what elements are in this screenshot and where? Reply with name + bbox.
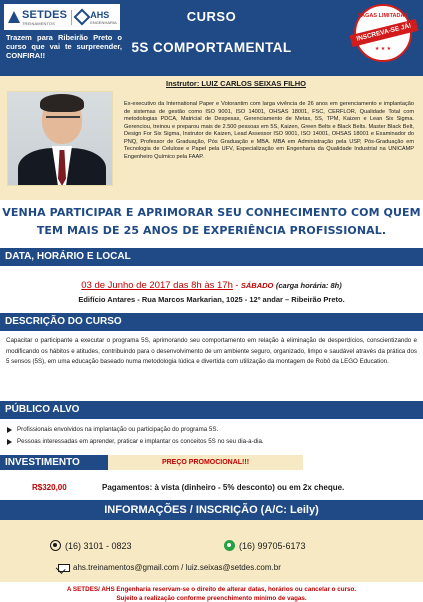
list-item: [7, 436, 417, 448]
workload: (carga horária: 8h): [275, 281, 342, 290]
description-text: Capacitar o participante a executar o programa 5S, aprimorando seu comportamento em relação à eliminação de desperdícios, conscientizando e modificando os hábitos e atitudes, contribuindo para o desenvolvimento de um ambiente seguro, organizado, limpo e saudável através da prática dos 5 sensos (5S), em uma educação baseado numa metodologia lúdica e divertida com utilização da montagem de Robô da LEGO Education.: [6, 337, 417, 365]
course-label: CURSO: [186, 9, 237, 24]
audience-item-text: Profissionais envolvidos na implantação ou participação do programa 5S.: [17, 426, 219, 433]
date-separator: -: [232, 280, 241, 290]
course-date: 03 de Junho de 2017 das 8h às 17h: [81, 280, 233, 291]
audience-item-text: Pessoas interessadas em aprender, praticar e implantar os conceitos 5S no seu dia-a-dia.: [17, 438, 264, 445]
photo-hair: [40, 94, 84, 112]
whatsapp-number: (16) 99705-6173: [239, 540, 306, 551]
ahs-subtitle: ENGENHARIA: [90, 19, 117, 25]
whatsapp-contact[interactable]: [224, 540, 306, 551]
mail-icon: [58, 564, 70, 572]
venue: Edifício Antares - Rua Marcos Markarian, 1025 - 12º andar – Ribeirão Preto.: [78, 295, 345, 304]
investment-header: INVESTIMENTO: [0, 455, 108, 470]
phone-contact[interactable]: [50, 540, 132, 551]
phone-number: (16) 3101 - 0823: [65, 540, 132, 551]
tagline: Trazem para Ribeirão Preto o curso que vai te surpreender, CONFIRA!!: [6, 33, 122, 60]
contact-panel: [0, 520, 423, 582]
whatsapp-icon: [224, 540, 235, 551]
audience-list: [7, 424, 417, 448]
photo-glasses: [46, 116, 80, 124]
description-header: DESCRIÇÃO DO CURSO: [0, 313, 423, 331]
setdes-subtitle: TREINAMENTOS: [22, 20, 55, 26]
course-title: 5S COMPORTAMENTAL: [131, 40, 292, 55]
instructor-bio: Ex-executivo da International Paper e Votorantim com larga vivência de 26 anos em gerenciamento e implantação de sistemas de gestão como ISO 9001, ISO 14001, OHSAS 18001, FSC, CERFLOR, Qualidade Total com metodologias PDCA, Matricial de Despesas, Gerenciamento de Metas, 5S, TPM, Kaizen e Lean Six Sigma. Gerenciou, treinou e preparou mais de 2.500 pessoas em 5S, Kaizen, Green Belts e Black Belts. Master Black Belt, Design For Six Sigma, Instrutor de Kaizen, Lead Assessor ISO 9001, ISO 14001, OHSAS 18001 e Examinador do PNQ, Professor de Graduação, Pós Graduação e MBA. MBA em Administração pela USP, Pós-Graduação em Tecnologia de Celulose e Papel pela UFV, Especialização em Engenharia da Qualidade Industrial na UNICAMP Engenheiro Químico pela FAAP.: [124, 101, 414, 160]
schedule-header: DATA, HORÁRIO E LOCAL: [0, 248, 423, 266]
seal-band-text: INSCREVA-SE JÁ!: [350, 19, 419, 47]
seal-top-text: VAGAS LIMITADAS: [357, 13, 409, 19]
contact-header: INFORMAÇÕES / INSCRIÇÃO (A/C: Leily): [0, 500, 423, 520]
instructor-label: Instrutor: LUIZ CARLOS SEIXAS FILHO: [166, 79, 306, 88]
list-item: [7, 424, 417, 436]
disclaimer-line-2: Sujeito a realização conforme preenchimento mínimo de vagas.: [116, 595, 307, 602]
date-line: [0, 280, 423, 291]
disclaimer-line-1: A SETDES/ AHS Engenharia reservam-se o direito de alterar datas, horários ou cancelar o curso.: [66, 586, 357, 593]
seal-stars: ★ ★ ★: [374, 46, 392, 52]
promo-badge: PREÇO PROMOCIONAL!!!: [108, 455, 303, 470]
payment-terms: Pagamentos: à vista (dinheiro - 5% desconto) ou em 2x cheque.: [102, 483, 345, 492]
ahs-name: AHS: [90, 9, 110, 20]
phone-icon: [50, 540, 61, 551]
limited-spots-seal[interactable]: [354, 4, 412, 62]
day-of-week: SÁBADO: [240, 281, 274, 290]
headline: VENHA PARTICIPAR E APRIMORAR SEU CONHECIMENTO COM QUEM TEM MAIS DE 25 ANOS DE EXPERIÊNCIA PROFISSIONAL.: [2, 206, 421, 237]
bullet-arrow-icon: [7, 427, 12, 433]
setdes-name: SETDES: [22, 8, 68, 21]
bullet-arrow-icon: [7, 439, 12, 445]
footer-disclaimer: [0, 585, 423, 602]
price: R$320,00: [32, 483, 67, 492]
email-addresses: ahs.treinamentos@gmail.com / luiz.seixas@setdes.com.br: [73, 563, 281, 572]
audience-header: PÚBLICO ALVO: [0, 401, 423, 419]
email-contact[interactable]: [58, 563, 281, 572]
instructor-photo: [7, 91, 113, 186]
